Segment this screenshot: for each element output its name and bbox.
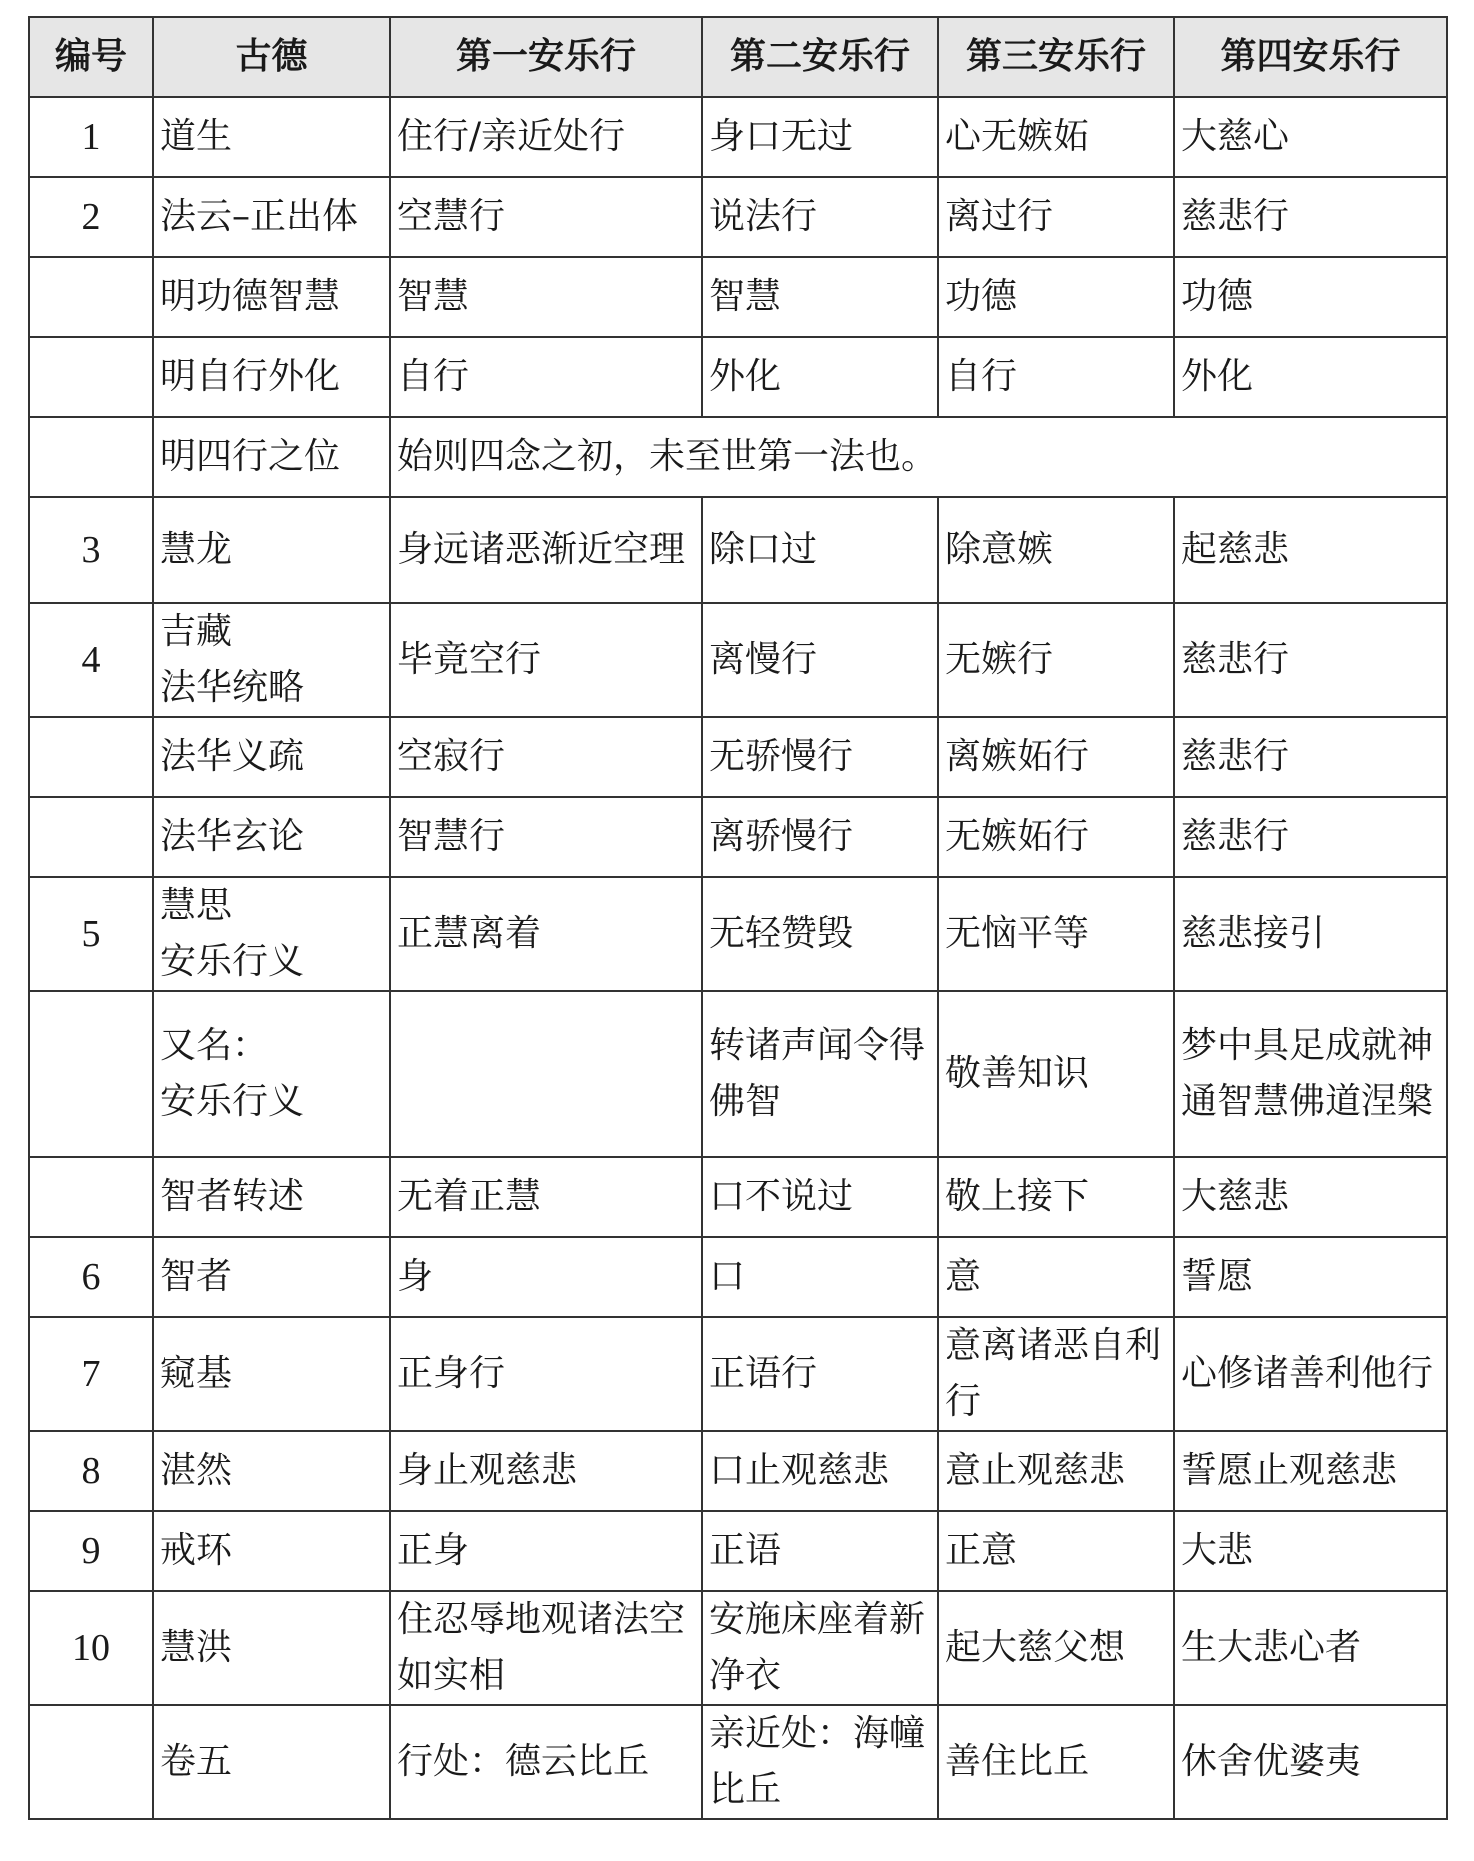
row-practice-2: 正语 <box>702 1511 938 1591</box>
table-row <box>29 1511 1447 1591</box>
row-master: 又名： 安乐行义 <box>153 991 390 1157</box>
row-practice-4: 心修诸善利他行 <box>1174 1317 1447 1431</box>
row-practice-4: 誓愿 <box>1174 1237 1447 1317</box>
row-practice-2: 正语行 <box>702 1317 938 1431</box>
row-practice-2: 口止观慈悲 <box>702 1431 938 1511</box>
row-practice-4: 慈悲行 <box>1174 717 1447 797</box>
row-practice-3: 功德 <box>938 257 1174 337</box>
row-number: 5 <box>29 877 153 991</box>
row-practice-3: 离过行 <box>938 177 1174 257</box>
row-practice-2: 说法行 <box>702 177 938 257</box>
row-master: 道生 <box>153 97 390 177</box>
row-practice-3: 敬上接下 <box>938 1157 1174 1237</box>
row-practice-4: 大悲 <box>1174 1511 1447 1591</box>
row-master: 明功德智慧 <box>153 257 390 337</box>
row-master: 窥基 <box>153 1317 390 1431</box>
row-practice-3: 意 <box>938 1237 1174 1317</box>
row-practice-3: 自行 <box>938 337 1174 417</box>
header-practice-3: 第三安乐行 <box>938 17 1174 97</box>
row-master: 慧思 安乐行义 <box>153 877 390 991</box>
row-practice-4: 大慈心 <box>1174 97 1447 177</box>
row-practice-4: 生大悲心者 <box>1174 1591 1447 1705</box>
row-number: 8 <box>29 1431 153 1511</box>
row-practice-1: 空慧行 <box>390 177 702 257</box>
row-number: 4 <box>29 603 153 717</box>
table-row <box>29 1317 1447 1431</box>
row-practice-4: 慈悲行 <box>1174 603 1447 717</box>
row-master: 法云–正出体 <box>153 177 390 257</box>
row-practice-2: 身口无过 <box>702 97 938 177</box>
row-practice-1: 空寂行 <box>390 717 702 797</box>
row-practice-1: 智慧 <box>390 257 702 337</box>
header-practice-1: 第一安乐行 <box>390 17 702 97</box>
row-number <box>29 797 153 877</box>
comparison-table <box>28 16 1448 1820</box>
row-practice-4: 梦中具足成就神通智慧佛道涅槃 <box>1174 991 1447 1157</box>
row-number <box>29 717 153 797</box>
row-practice-1: 身远诸恶渐近空理 <box>390 497 702 603</box>
table-row <box>29 1237 1447 1317</box>
row-practice-3: 意止观慈悲 <box>938 1431 1174 1511</box>
row-number: 6 <box>29 1237 153 1317</box>
row-practice-2: 智慧 <box>702 257 938 337</box>
row-practice-2: 离慢行 <box>702 603 938 717</box>
row-practice-2: 口 <box>702 1237 938 1317</box>
row-practice-2: 转诸声闻令得佛智 <box>702 991 938 1157</box>
row-practice-4: 大慈悲 <box>1174 1157 1447 1237</box>
row-number <box>29 257 153 337</box>
row-practice-1: 自行 <box>390 337 702 417</box>
row-practice-4: 慈悲行 <box>1174 177 1447 257</box>
header-practice-2: 第二安乐行 <box>702 17 938 97</box>
row-practice-3: 意离诸恶自利行 <box>938 1317 1174 1431</box>
row-master: 卷五 <box>153 1705 390 1819</box>
row-master: 明自行外化 <box>153 337 390 417</box>
row-master: 湛然 <box>153 1431 390 1511</box>
row-number: 2 <box>29 177 153 257</box>
row-practice-2: 无轻赞毁 <box>702 877 938 991</box>
row-practice-4: 慈悲接引 <box>1174 877 1447 991</box>
row-master: 法华玄论 <box>153 797 390 877</box>
row-master: 智者 <box>153 1237 390 1317</box>
row-practice-1: 身 <box>390 1237 702 1317</box>
row-master: 戒环 <box>153 1511 390 1591</box>
row-number: 10 <box>29 1591 153 1705</box>
row-practice-2: 除口过 <box>702 497 938 603</box>
row-practice-1: 住忍辱地观诸法空如实相 <box>390 1591 702 1705</box>
row-practice-2: 安施床座着新净衣 <box>702 1591 938 1705</box>
row-number: 9 <box>29 1511 153 1591</box>
row-practice-1: 毕竟空行 <box>390 603 702 717</box>
row-practice-3: 起大慈父想 <box>938 1591 1174 1705</box>
table-row <box>29 1157 1447 1237</box>
header-master: 古德 <box>153 17 390 97</box>
table-row <box>29 97 1447 177</box>
row-practice-4: 功德 <box>1174 257 1447 337</box>
row-practice-4: 起慈悲 <box>1174 497 1447 603</box>
row-practice-3: 敬善知识 <box>938 991 1174 1157</box>
row-master: 慧龙 <box>153 497 390 603</box>
row-practice-3: 除意嫉 <box>938 497 1174 603</box>
row-practice-2: 无骄慢行 <box>702 717 938 797</box>
row-number <box>29 1157 153 1237</box>
row-master: 法华义疏 <box>153 717 390 797</box>
row-number <box>29 337 153 417</box>
header-row <box>29 17 1447 97</box>
table-row <box>29 177 1447 257</box>
row-practice-3: 无嫉行 <box>938 603 1174 717</box>
row-practice-2: 外化 <box>702 337 938 417</box>
row-practice-3: 离嫉妬行 <box>938 717 1174 797</box>
row-practice-4: 休舍优婆夷 <box>1174 1705 1447 1819</box>
table-row <box>29 497 1447 603</box>
row-practice-4: 誓愿止观慈悲 <box>1174 1431 1447 1511</box>
row-practice-4: 慈悲行 <box>1174 797 1447 877</box>
row-number: 7 <box>29 1317 153 1431</box>
row-practice-2: 口不说过 <box>702 1157 938 1237</box>
table-row <box>29 603 1447 717</box>
row-practice-3: 无恼平等 <box>938 877 1174 991</box>
row-practice-1: 智慧行 <box>390 797 702 877</box>
row-master: 智者转述 <box>153 1157 390 1237</box>
header-practice-4: 第四安乐行 <box>1174 17 1447 97</box>
row-number <box>29 417 153 497</box>
row-number: 1 <box>29 97 153 177</box>
table-row <box>29 717 1447 797</box>
row-number <box>29 991 153 1157</box>
row-practice-1: 身止观慈悲 <box>390 1431 702 1511</box>
row-practice-1: 行处：德云比丘 <box>390 1705 702 1819</box>
row-practice-2: 离骄慢行 <box>702 797 938 877</box>
table-row <box>29 257 1447 337</box>
header-number: 编号 <box>29 17 153 97</box>
row-master: 慧洪 <box>153 1591 390 1705</box>
row-master: 明四行之位 <box>153 417 390 497</box>
row-practice-1: 正身 <box>390 1511 702 1591</box>
table-row <box>29 991 1447 1157</box>
row-practice-3: 善住比丘 <box>938 1705 1174 1819</box>
row-practice-1: 住行/亲近处行 <box>390 97 702 177</box>
row-practice-1: 正身行 <box>390 1317 702 1431</box>
row-practice-1 <box>390 991 702 1157</box>
table-row <box>29 797 1447 877</box>
row-practice-4: 外化 <box>1174 337 1447 417</box>
row-span-note: 始则四念之初，未至世第一法也。 <box>390 417 1447 497</box>
row-practice-1: 正慧离着 <box>390 877 702 991</box>
row-practice-1: 无着正慧 <box>390 1157 702 1237</box>
table-row <box>29 417 1447 497</box>
table-container <box>28 16 1446 1820</box>
row-number: 3 <box>29 497 153 603</box>
row-practice-2: 亲近处：海幢比丘 <box>702 1705 938 1819</box>
row-practice-3: 心无嫉妬 <box>938 97 1174 177</box>
row-master: 吉藏 法华统略 <box>153 603 390 717</box>
table-row <box>29 1431 1447 1511</box>
table-row <box>29 1705 1447 1819</box>
row-practice-3: 正意 <box>938 1511 1174 1591</box>
table-row <box>29 1591 1447 1705</box>
row-number <box>29 1705 153 1819</box>
table-row <box>29 877 1447 991</box>
row-practice-3: 无嫉妬行 <box>938 797 1174 877</box>
table-row <box>29 337 1447 417</box>
